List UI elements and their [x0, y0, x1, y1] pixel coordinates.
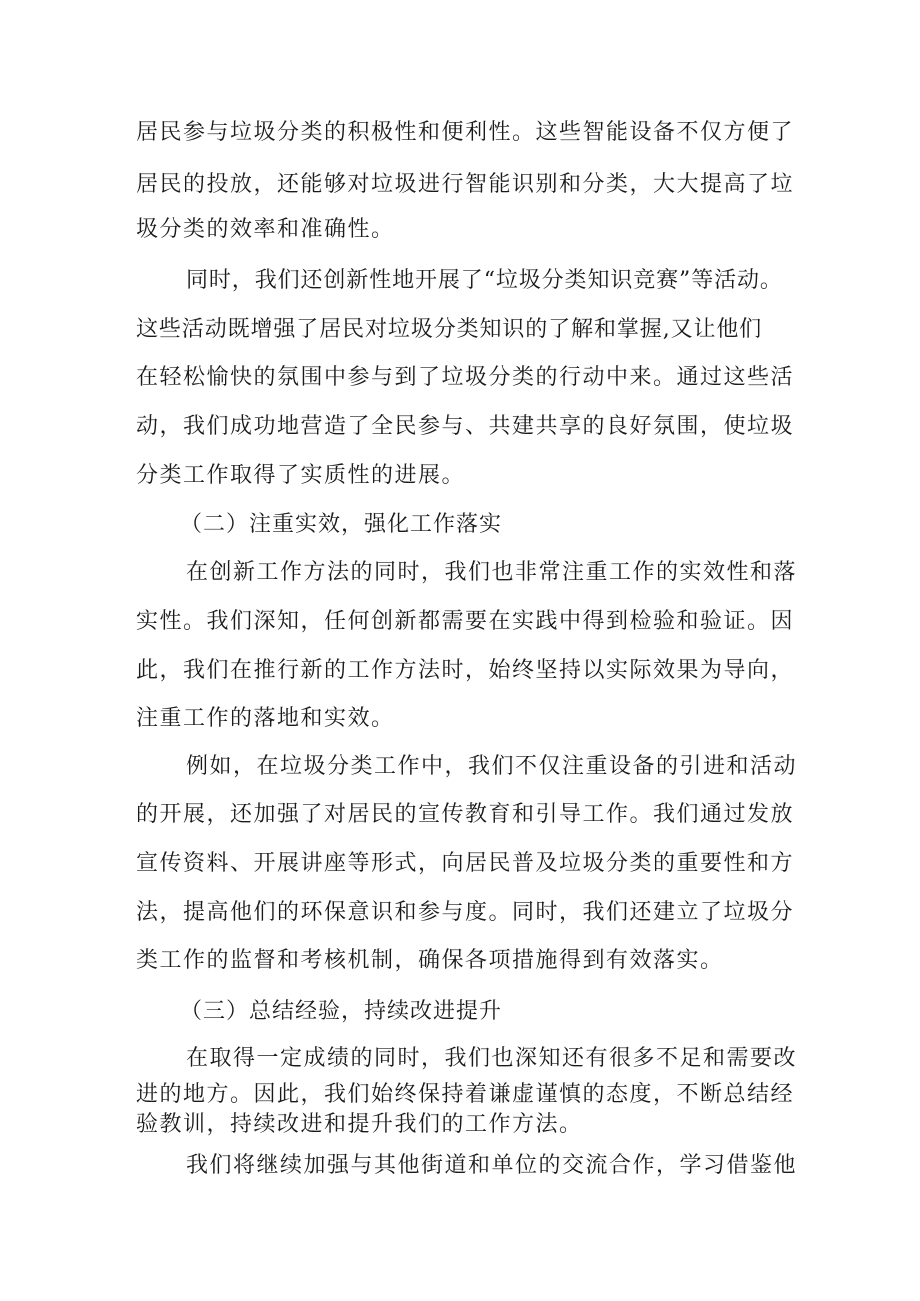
paragraph-line: 居民参与垃圾分类的积极性和便利性。这些智能设备不仅方便了	[136, 120, 795, 145]
paragraph-line: 实性。我们深知，任何创新都需要在实践中得到检验和验证。因	[136, 609, 795, 634]
paragraph-line: 的开展，还加强了对居民的宣传教育和引导工作。我们通过发放	[136, 802, 795, 827]
paragraph-line: 在取得一定成绩的同时，我们也深知还有很多不足和需要改	[186, 1046, 798, 1071]
paragraph-line: 在创新工作方法的同时，我们也非常注重工作的实效性和落	[186, 560, 798, 585]
section-heading-2: （二）注重实效，强化工作落实	[180, 512, 503, 537]
section-heading-3: （三）总结经验，持续改进提升	[180, 999, 503, 1024]
paragraph-line: 注重工作的落地和实效。	[136, 706, 395, 731]
paragraph-line: 例如，在垃圾分类工作中，我们不仅注重设备的引进和活动	[186, 754, 798, 779]
paragraph-line: 居民的投放，还能够对垃圾进行智能识别和分类，大大提高了垃	[136, 172, 795, 197]
paragraph-line: 我们将继续加强与其他街道和单位的交流合作，学习借鉴他	[186, 1153, 798, 1178]
paragraph-line: 进的地方。因此，我们始终保持着谦虚谨慎的态度，不断总结经	[136, 1082, 795, 1107]
paragraph-line: 同时，我们还创新性地开展了“垃圾分类知识竞赛”等活动。	[186, 268, 783, 293]
paragraph-line: 圾分类的效率和准确性。	[136, 217, 395, 242]
paragraph-line: 类工作的监督和考核机制，确保各项措施得到有效落实。	[136, 948, 724, 973]
paragraph-line: 这些活动既增强了居民对垃圾分类知识的了解和掌握,又让他们	[136, 317, 763, 342]
paragraph-line: 宣传资料、开展讲座等形式，向居民普及垃圾分类的重要性和方	[136, 851, 795, 876]
paragraph-line: 分类工作取得了实质性的进展。	[136, 463, 466, 488]
paragraph-line: 在轻松愉快的氛围中参与到了垃圾分类的行动中来。通过这些活	[136, 365, 795, 390]
paragraph-line: 此，我们在推行新的工作方法时，始终坚持以实际效果为导向，	[136, 658, 795, 683]
paragraph-line: 动，我们成功地营造了全民参与、共建共享的良好氛围，使垃圾	[136, 414, 795, 439]
paragraph-line: 法，提高他们的环保意识和参与度。同时，我们还建立了垃圾分	[136, 900, 795, 925]
paragraph-line: 验教训，持续改进和提升我们的工作方法。	[136, 1112, 583, 1137]
